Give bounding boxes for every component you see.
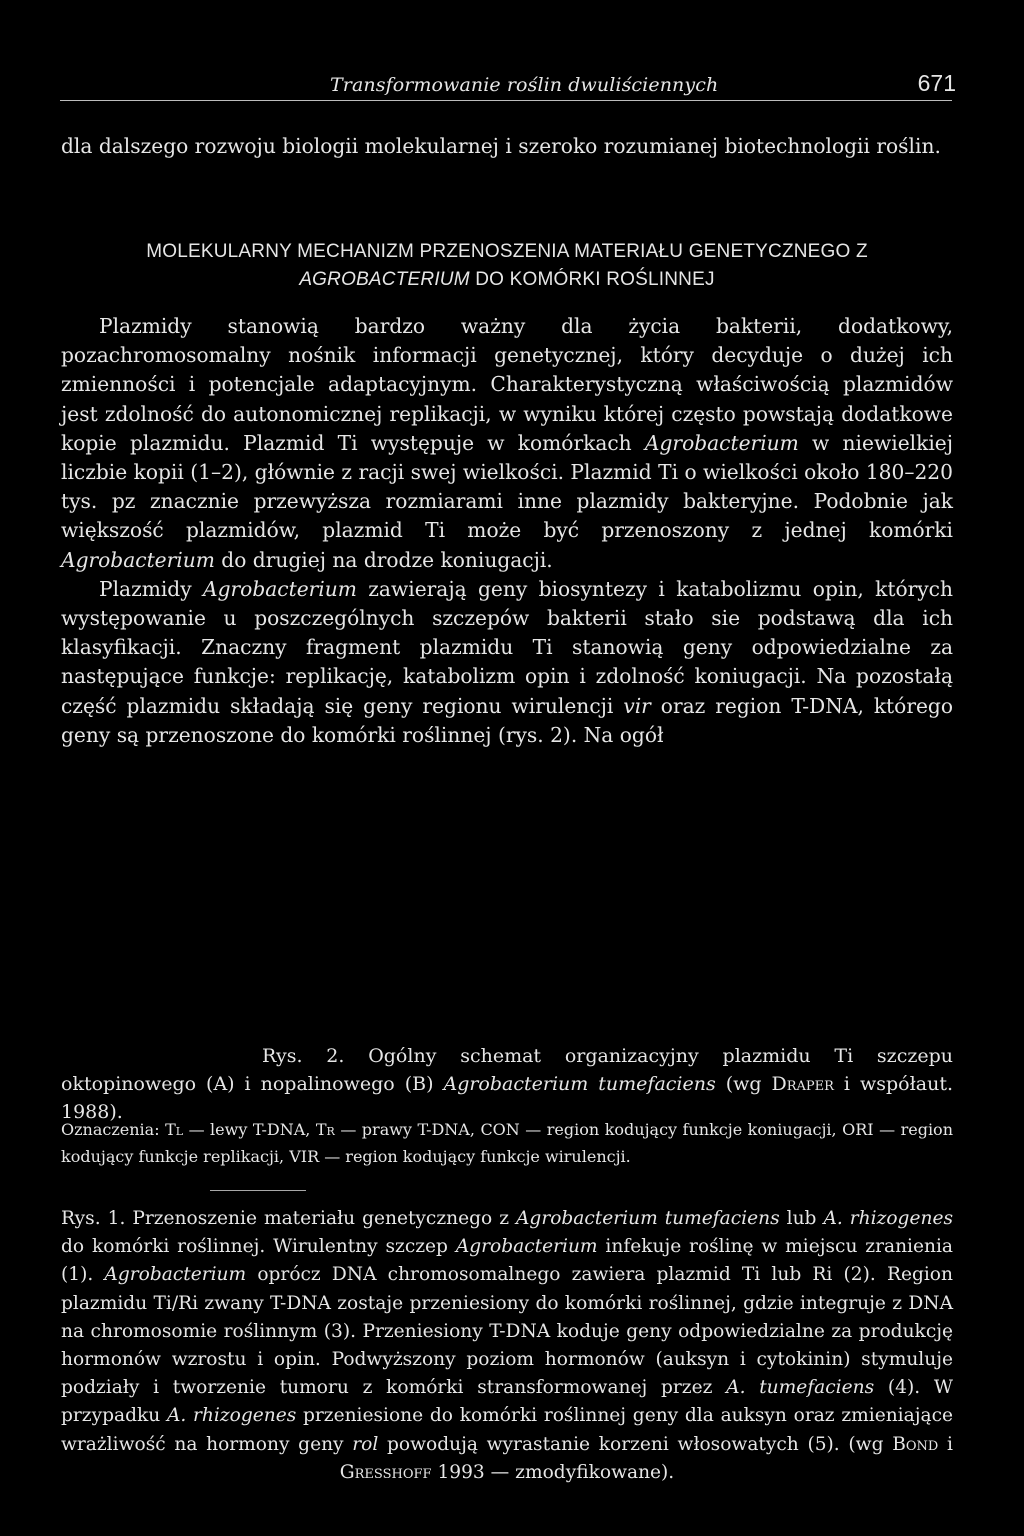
caption-segment: Draper — [771, 1073, 834, 1095]
section-heading — [61, 238, 953, 294]
paragraph-geny-opin — [61, 575, 953, 750]
caption-segment: i — [938, 1433, 953, 1455]
text-segment: Plazmidy — [99, 576, 204, 601]
caption-segment: A. rhizogenes — [166, 1405, 297, 1427]
caption-segment: A. rhizogenes — [823, 1208, 953, 1229]
text-segment: Agrobacterium — [61, 547, 215, 572]
text-segment: Agrobacterium — [203, 576, 357, 601]
caption-segment: Agrobacterium — [104, 1264, 247, 1286]
caption-segment: A. tumefaciens — [726, 1377, 875, 1399]
text-segment: oraz region T-DNA, którego geny są przenoszone do komórki roślinnej (rys. 2). Na ogół — [61, 693, 953, 747]
text-segment: Plazmidy stanowią bardzo ważny dla życia bakterii, dodatkowy, pozachromosomalny nośnik informacji genetycznej, który decyduje o dużej ich zmienności i potencjale adaptacyjnym. Charakterystyczną właściwością plazmidów jest zdolność do autonomicznej replikacji, w wyniku której często powstają dodatkowe kopie plazmidu. Plazmid Ti występuje w komórkach — [61, 314, 953, 455]
caption-segment: (4). W przypadku — [61, 1377, 953, 1427]
caption-segment: do komórki roślinnej. Wirulentny szczep — [61, 1236, 456, 1258]
caption-segment: i współaut. 1988). — [61, 1073, 954, 1123]
heading-segment: DO KOMÓRKI ROŚLINNEJ — [469, 269, 715, 290]
caption-segment: Tl — [165, 1120, 184, 1139]
text-segment: zawierają geny biosyntezy i katabolizmu opin, których występowanie u poszczególnych szczepów bakterii stało sie podstawą dla ich klasyfikacji. Znaczny fragment plazmidu Ti stanowią geny odpowiedzialne za następujące funkcje: replikację, katabolizm opin i zdolność koniugacji. Na pozostałą część plazmidu składają się geny regionu wirulencji — [61, 576, 953, 718]
caption-segment: Rys. 2. Ogólny schemat organizacyjny plazmidu Ti szczepu oktopinowego (A) i nopalinowego (B) — [61, 1045, 953, 1095]
caption-segment: lub — [779, 1208, 824, 1229]
caption-segment: rol — [352, 1433, 379, 1455]
caption-segment: oprócz DNA chromosomalnego zawiera plazmid Ti lub Ri (2). Region plazmidu Ti/Ri zwany T-DNA zostaje przeniesiony do komórki roślinnej, gdzie integruje z DNA na chromosomie roślinnym (3). Przeniesiony T-DNA koduje geny odpowiedzialne za produkcję hormonów wzrostu i opin. Podwyższony poziom hormonów (auksyn i cytokinin) stymuluje podziały i tworzenie tumoru z komórki stransformowanej przez — [61, 1264, 953, 1399]
caption-segment: Agrobacterium — [455, 1236, 598, 1258]
caption-segment: Gresshoff — [339, 1461, 432, 1483]
text-segment: vir — [623, 693, 651, 718]
heading-segment: AGROBACTERIUM — [299, 269, 470, 290]
caption-segment: (wg — [715, 1073, 772, 1095]
figure-legend — [61, 1116, 953, 1170]
page-number: 671 — [917, 70, 956, 96]
caption-segment: Rys. 1. Przenoszenie materiału genetycznego z — [61, 1208, 516, 1229]
caption-segment: — prawy T-DNA, CON — region kodujący funkcje koniugacji, ORI — region kodujący funkcje replikacji, VIR — region kodujący funkcje wirulencji. — [61, 1120, 953, 1166]
body-text — [61, 312, 953, 750]
paragraph-plazmidy — [61, 312, 953, 575]
caption-segment: Oznaczenia: — [61, 1120, 166, 1139]
caption-segment: Agrobacterium tumefaciens — [443, 1073, 716, 1095]
caption-segment: Agrobacterium tumefaciens — [515, 1208, 780, 1229]
caption-segment: Tr — [315, 1120, 335, 1139]
text-segment: do drugiej na drodze koniugacji. — [214, 547, 553, 572]
caption-segment: Bond — [892, 1433, 939, 1455]
caption-segment: infekuje roślinę w miejscu zranienia (1). — [61, 1236, 953, 1286]
caption-segment: — lewy T-DNA, — [183, 1120, 316, 1139]
running-title: Transformowanie roślin dwuliściennych — [330, 74, 719, 96]
caption-segment: przeniesione do komórki roślinnej geny dla auksyn oraz zmieniające wrażliwość na hormony geny — [61, 1405, 953, 1455]
figure-1-caption — [61, 1205, 953, 1487]
text-segment: Agrobacterium — [644, 430, 799, 455]
separator-rule — [210, 1190, 306, 1191]
figure-2-caption — [61, 1042, 953, 1126]
header-rule — [60, 100, 952, 101]
heading-segment: MOLEKULARNY MECHANIZM PRZENOSZENIA MATERIAŁU GENETYCZNEGO Z — [146, 241, 868, 262]
text-segment: w niewielkiej liczbie kopii (1–2), głównie z racji swej wielkości. Plazmid Ti o wielkości około 180–220 tys. pz znacznie przewyższa rozmiarami inne plazmidy bakteryjne. Podobnie jak większość plazmidów, plazmid Ti może być przenoszony z jednej komórki — [61, 430, 953, 543]
caption-segment: 1993 — zmodyfikowane). — [431, 1461, 675, 1483]
caption-segment: powodują wyrastanie korzeni włosowatych (5). (wg — [378, 1433, 893, 1455]
intro-paragraph: dla dalszego rozwoju biologii molekularnej i szeroko rozumianej biotechnologii roślin. — [61, 134, 941, 158]
